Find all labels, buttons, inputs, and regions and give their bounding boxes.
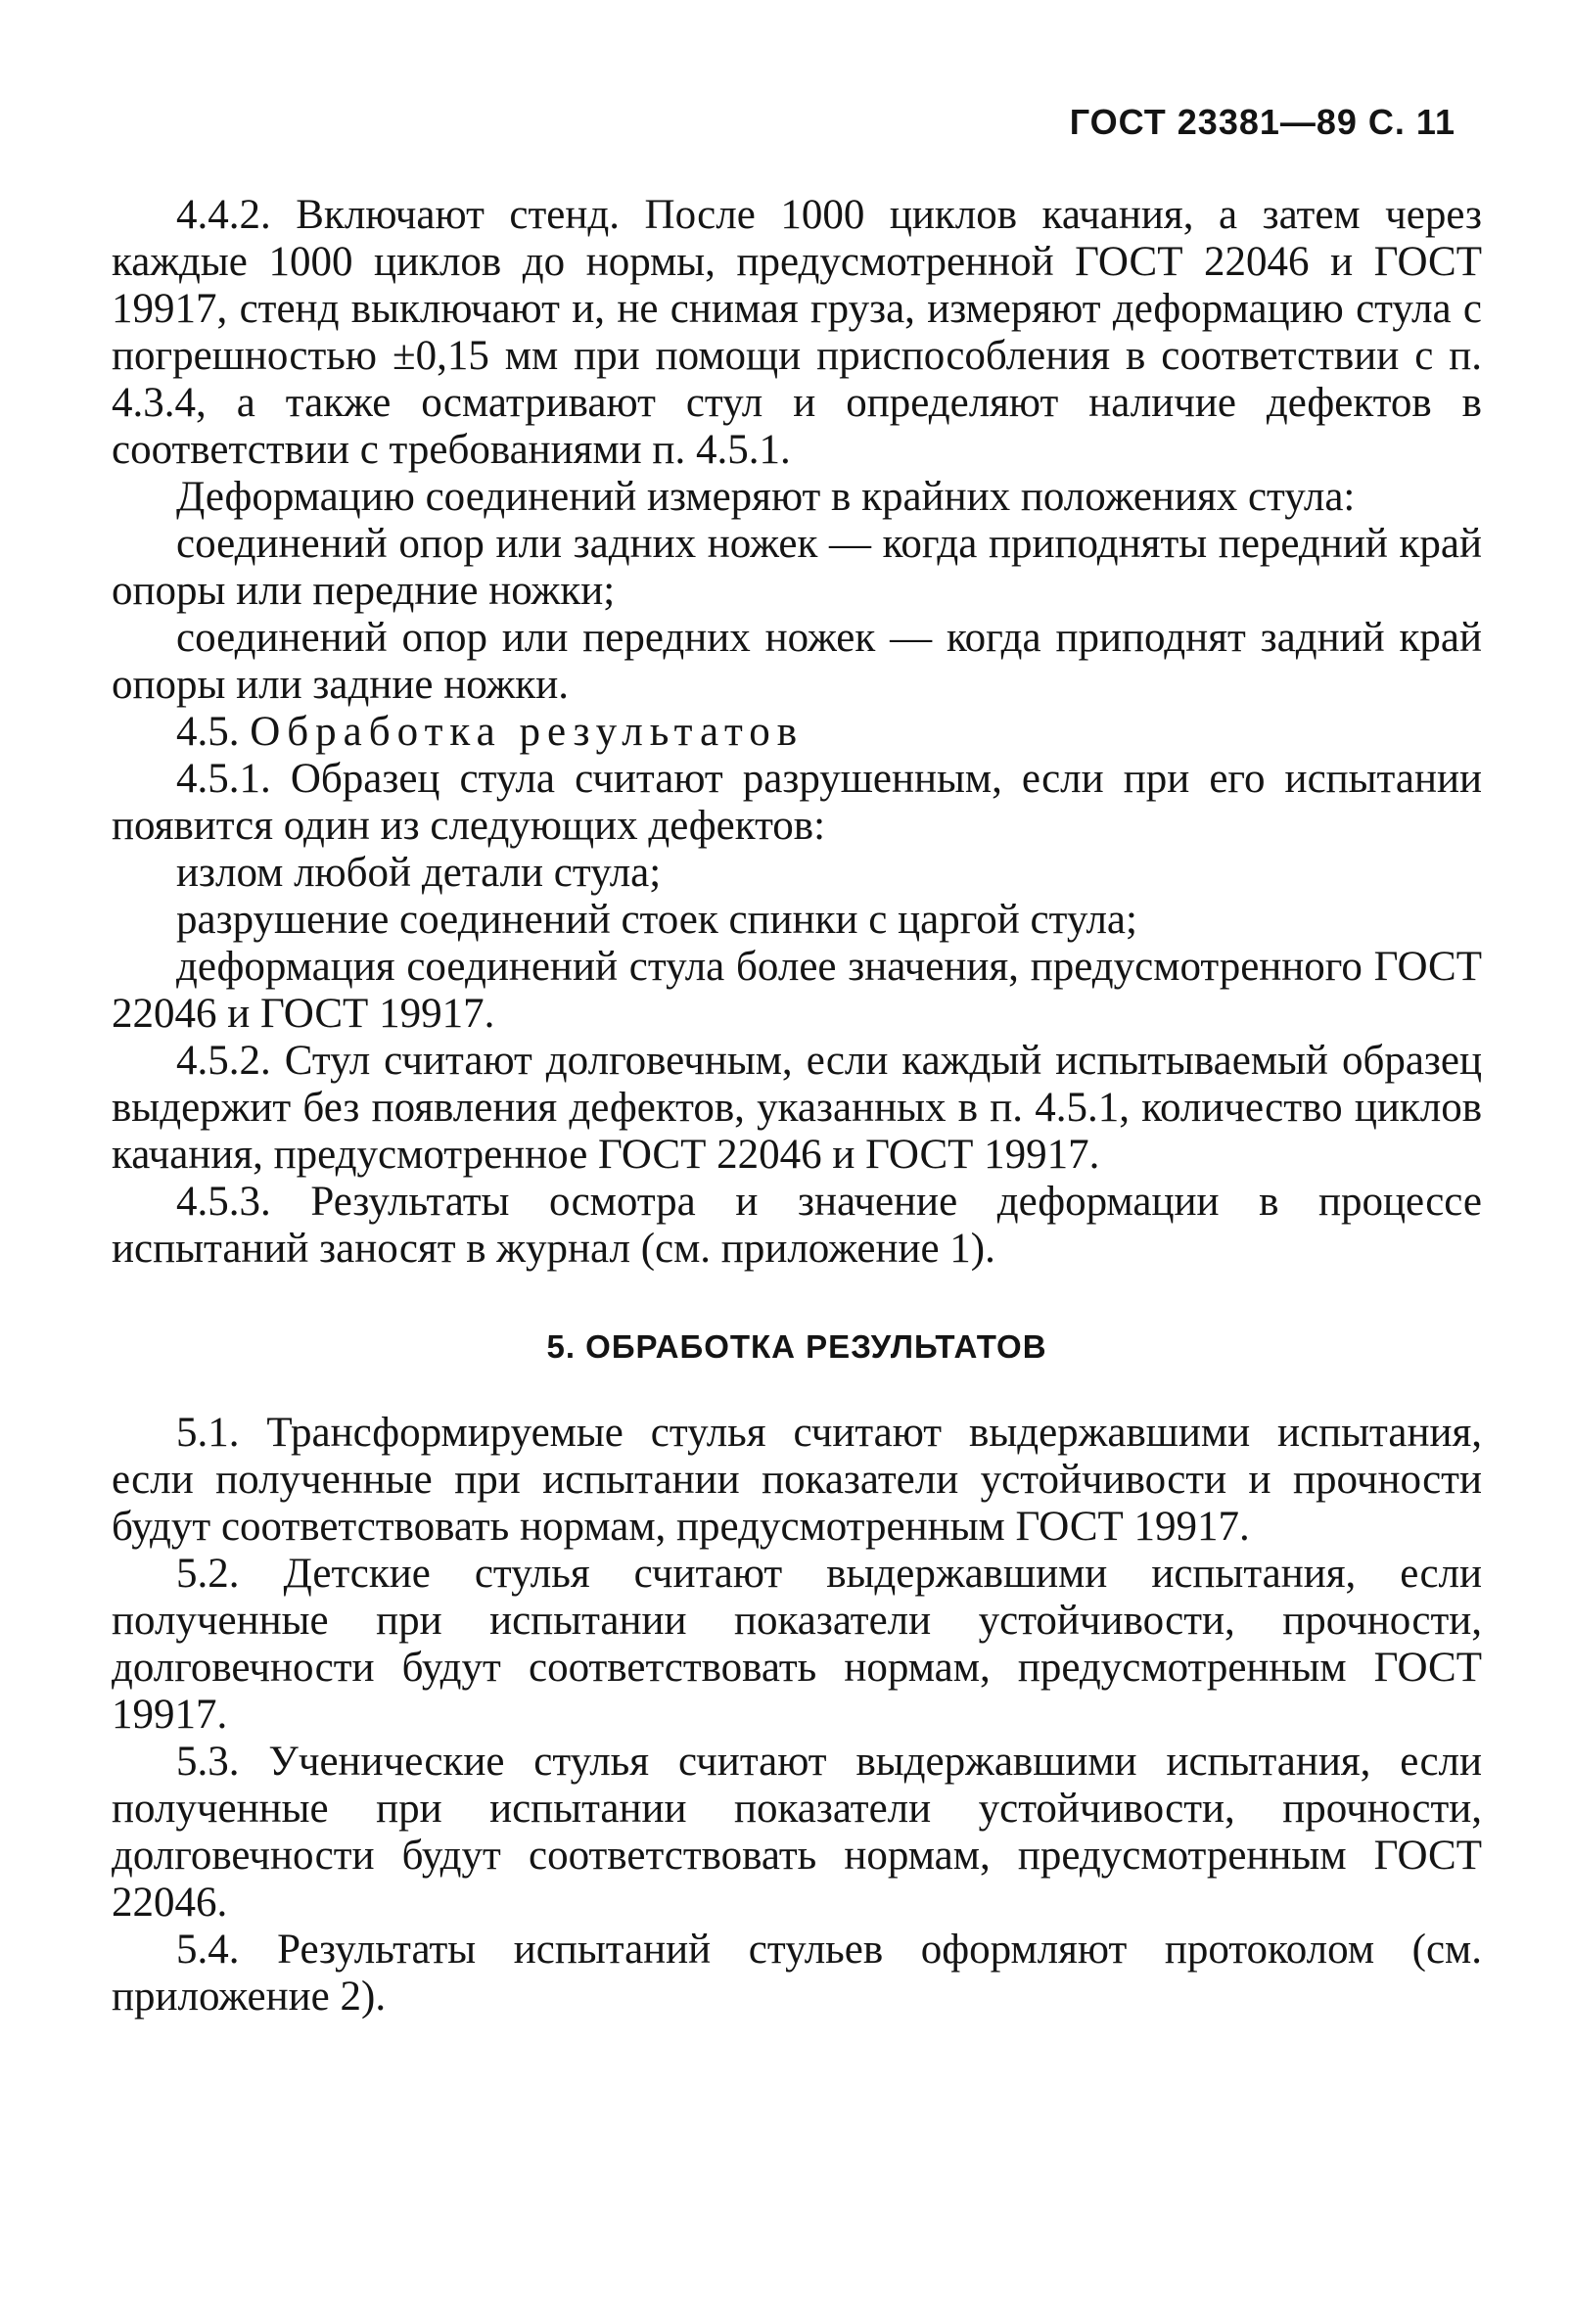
- paragraph-5-1: 5.1. Трансформируемые стулья считают выдержавшими испытания, если полученные при испытании показатели устойчивости и прочности будут соответствовать нормам, предусмотренным ГОСТ 19917.: [112, 1410, 1482, 1550]
- subsection-4-5-title: Обработка результатов: [250, 709, 804, 755]
- subsection-4-5-heading: [112, 709, 1482, 756]
- paragraph-deformation: Деформацию соединений измеряют в крайних положениях стула:: [176, 474, 1356, 520]
- paragraph-5-3: 5.3. Ученические стулья считают выдержавшими испытания, если полученные при испытании показатели устойчивости, прочности, долговечности будут соответствовать нормам, предусмотренным ГОСТ 22046.: [112, 1739, 1482, 1926]
- paragraph-4-4-2: 4.4.2. Включают стенд. После 1000 циклов качания, а затем через каждые 1000 циклов до нормы, предусмотренной ГОСТ 22046 и ГОСТ 19917, стенд выключают и, не снимая груза, измеряют деформацию стула с погрешностью ±0,15 мм при помощи приспособления в соответствии с п. 4.3.4, а также осматривают стул и определяют наличие дефектов в соответствии с требованиями п. 4.5.1.: [112, 192, 1482, 473]
- defect-item-2: разрушение соединений стоек спинки с царгой стула;: [176, 897, 1137, 943]
- running-header: ГОСТ 23381—89 С. 11: [1069, 102, 1455, 142]
- paragraph-4-5-1: 4.5.1. Образец стула считают разрушенным, если при его испытании появится один из следующих дефектов:: [112, 756, 1482, 849]
- paragraph-4-5-2: 4.5.2. Стул считают долговечным, если каждый испытываемый образец выдержит без появления дефектов, указанных в п. 4.5.1, количество циклов качания, предусмотренное ГОСТ 22046 и ГОСТ 19917.: [112, 1038, 1482, 1178]
- paragraph-front-joints: соединений опор или передних ножек — когда приподнят задний край опоры или задние ножки.: [112, 615, 1482, 708]
- document-body: [112, 192, 1482, 2021]
- defect-item-3: деформация соединений стула более значения, предусмотренного ГОСТ 22046 и ГОСТ 19917.: [112, 944, 1482, 1037]
- defect-item-1: излом любой детали стула;: [176, 850, 662, 896]
- subsection-4-5-number: 4.5.: [176, 709, 240, 755]
- paragraph-4-5-3: 4.5.3. Результаты осмотра и значение деформации в процессе испытаний заносят в журнал (см. приложение 1).: [112, 1179, 1482, 1272]
- paragraph-5-2: 5.2. Детские стулья считают выдержавшими испытания, если полученные при испытании показатели устойчивости, прочности, долговечности будут соответствовать нормам, предусмотренным ГОСТ 19917.: [112, 1551, 1482, 1738]
- paragraph-rear-joints: соединений опор или задних ножек — когда приподняты передний край опоры или передние ножки;: [112, 521, 1482, 614]
- section-5-title: 5. ОБРАБОТКА РЕЗУЛЬТАТОВ: [546, 1328, 1047, 1365]
- paragraph-5-4: 5.4. Результаты испытаний стульев оформляют протоколом (см. приложение 2).: [112, 1927, 1482, 2020]
